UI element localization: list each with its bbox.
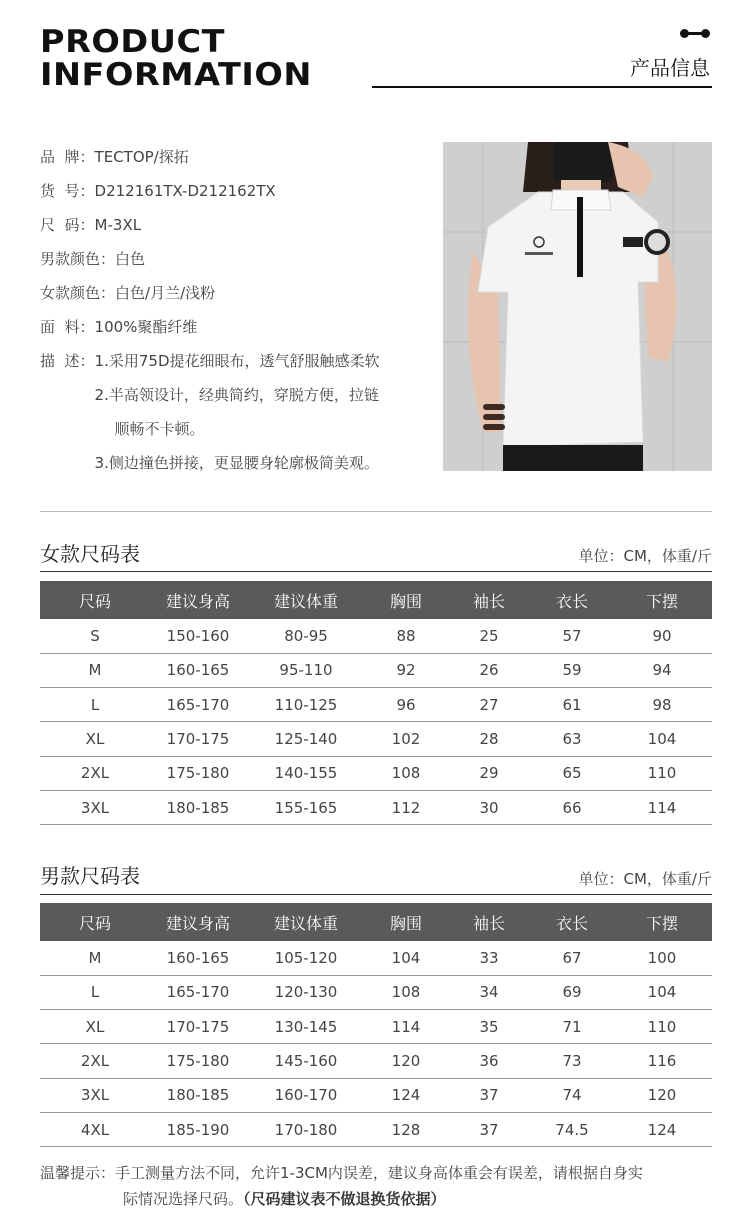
description-line: 3.侧边撞色拼接，更显腰身轮廓极简美观。 [94,454,379,472]
table-row [40,1078,712,1112]
column-header: 胸围 [366,903,446,941]
women-size-table-title: 女款尺码表 [40,542,140,566]
table-cell: 124 [366,1078,446,1112]
table-cell: M [40,941,150,975]
table-cell: 98 [612,688,712,722]
table-cell: 150-160 [150,619,246,653]
table-header-row [40,903,712,941]
table-cell: 100 [612,941,712,975]
table-cell: 170-175 [150,1010,246,1044]
dumbbell-icon [680,29,710,39]
table-cell: 3XL [40,790,150,824]
table-cell: 59 [532,653,612,687]
title-underline [372,86,712,88]
table-cell: 120 [366,1044,446,1078]
description-line: 1.采用75D提花细眼布，透气舒服触感柔软 [94,352,380,370]
table-cell: 108 [366,756,446,790]
column-header: 建议体重 [246,903,366,941]
table-cell: 80-95 [246,619,366,653]
table-row [40,1044,712,1078]
table-cell: 104 [366,941,446,975]
column-header: 建议体重 [246,581,366,619]
column-header: 下摆 [612,903,712,941]
column-header: 下摆 [612,581,712,619]
title-en-line2: INFORMATION [40,57,312,93]
table-cell: 3XL [40,1078,150,1112]
table-cell: 145-160 [246,1044,366,1078]
info-row-sku: 货 号： D212161TX-D212162TX [40,182,276,200]
table-row [40,1010,712,1044]
model-illustration [443,142,712,471]
column-header: 尺码 [40,581,150,619]
table-cell: M [40,653,150,687]
table-cell: 92 [366,653,446,687]
table-cell: L [40,688,150,722]
product-photo [443,142,712,471]
title-en-line1: PRODUCT [40,24,225,60]
table-row [40,975,712,1009]
info-row-size: 尺 码： M-3XL [40,216,142,234]
table-cell: 73 [532,1044,612,1078]
men-size-table-title: 男款尺码表 [40,864,140,888]
info-row-fabric: 面 料： 100%聚酯纤维 [40,318,198,336]
table-row [40,941,712,975]
table-cell: 33 [446,941,532,975]
description-line: 顺畅不卡顿。 [114,420,205,438]
column-header: 尺码 [40,903,150,941]
table-cell: 120 [612,1078,712,1112]
table-cell: 36 [446,1044,532,1078]
table-cell: 160-170 [246,1078,366,1112]
table-cell: 180-185 [150,1078,246,1112]
table-cell: 66 [532,790,612,824]
column-header: 衣长 [532,903,612,941]
table-cell: 112 [366,790,446,824]
table-cell: 34 [446,975,532,1009]
table-cell: 96 [366,688,446,722]
table-cell: 57 [532,619,612,653]
table-cell: 155-165 [246,790,366,824]
info-row-women-color: 女款颜色： 白色/月兰/浅粉 [40,284,216,302]
table-cell: 74.5 [532,1112,612,1146]
product-info [40,146,430,486]
table-cell: 26 [446,653,532,687]
table-cell: 28 [446,722,532,756]
column-header: 建议身高 [150,581,246,619]
table-cell: 124 [612,1112,712,1146]
table-cell: 25 [446,619,532,653]
table-cell: 29 [446,756,532,790]
page-header [0,0,750,110]
table-cell: 27 [446,688,532,722]
table-cell: 160-165 [150,653,246,687]
table-cell: L [40,975,150,1009]
table-cell: 105-120 [246,941,366,975]
table-cell: 175-180 [150,756,246,790]
men-title-rule [40,894,712,895]
column-header: 袖长 [446,903,532,941]
table-row [40,1112,712,1146]
table-cell: 30 [446,790,532,824]
women-title-rule [40,571,712,572]
table-cell: 114 [612,790,712,824]
table-cell: 2XL [40,1044,150,1078]
table-header-row [40,581,712,619]
table-cell: XL [40,722,150,756]
note-line2: 际情况选择尺码。（尺码建议表不做退换货依据） [123,1190,446,1208]
table-cell: 37 [446,1112,532,1146]
table-cell: S [40,619,150,653]
table-cell: 120-130 [246,975,366,1009]
title-en [40,26,312,92]
table-row [40,722,712,756]
table-cell: 110 [612,756,712,790]
table-cell: 69 [532,975,612,1009]
table-row [40,619,712,653]
section-divider [40,511,712,512]
table-cell: 180-185 [150,790,246,824]
table-cell: 63 [532,722,612,756]
table-cell: 160-165 [150,941,246,975]
table-cell: 67 [532,941,612,975]
table-row [40,756,712,790]
table-cell: 170-175 [150,722,246,756]
table-cell: 104 [612,722,712,756]
table-cell: 4XL [40,1112,150,1146]
table-cell: 88 [366,619,446,653]
column-header: 胸围 [366,581,446,619]
table-cell: 90 [612,619,712,653]
info-row-men-color: 男款颜色： 白色 [40,250,146,268]
table-row [40,653,712,687]
women-size-table [40,581,712,825]
table-cell: 61 [532,688,612,722]
table-cell: XL [40,1010,150,1044]
table-cell: 170-180 [246,1112,366,1146]
info-row-description: 描 述： 1.采用75D提花细眼布，透气舒服触感柔软 2.半高领设计，经典简约，穿脱方便，拉链 顺畅不卡顿。 3.侧边撞色拼接，更显腰身轮廓极简美观。 [40,350,430,486]
table-cell: 74 [532,1078,612,1112]
table-cell: 95-110 [246,653,366,687]
table-cell: 2XL [40,756,150,790]
table-cell: 165-170 [150,975,246,1009]
table-cell: 65 [532,756,612,790]
women-size-table-unit: 单位：CM，体重/斤 [578,547,712,565]
table-cell: 128 [366,1112,446,1146]
table-cell: 175-180 [150,1044,246,1078]
table-cell: 94 [612,653,712,687]
table-cell: 114 [366,1010,446,1044]
table-cell: 185-190 [150,1112,246,1146]
column-header: 衣长 [532,581,612,619]
note-line1: 温馨提示：手工测量方法不同，允许1-3CM内误差，建议身高体重会有误差，请根据自身实 [40,1164,643,1182]
table-cell: 116 [612,1044,712,1078]
title-cn: 产品信息 [630,56,710,80]
info-row-brand: 品 牌： TECTOP/探拓 [40,148,189,166]
table-cell: 104 [612,975,712,1009]
table-row [40,688,712,722]
table-cell: 71 [532,1010,612,1044]
table-cell: 108 [366,975,446,1009]
column-header: 建议身高 [150,903,246,941]
table-cell: 140-155 [246,756,366,790]
table-cell: 110-125 [246,688,366,722]
size-note [40,1160,730,1212]
table-cell: 37 [446,1078,532,1112]
column-header: 袖长 [446,581,532,619]
note-disclaimer: （尺码建议表不做退换货依据） [243,1190,446,1208]
table-row [40,790,712,824]
table-cell: 102 [366,722,446,756]
table-cell: 130-145 [246,1010,366,1044]
men-size-table-unit: 单位：CM，体重/斤 [578,870,712,888]
men-size-table [40,903,712,1147]
table-cell: 35 [446,1010,532,1044]
table-cell: 110 [612,1010,712,1044]
description-line: 2.半高领设计，经典简约，穿脱方便，拉链 [94,386,379,404]
table-cell: 125-140 [246,722,366,756]
table-cell: 165-170 [150,688,246,722]
